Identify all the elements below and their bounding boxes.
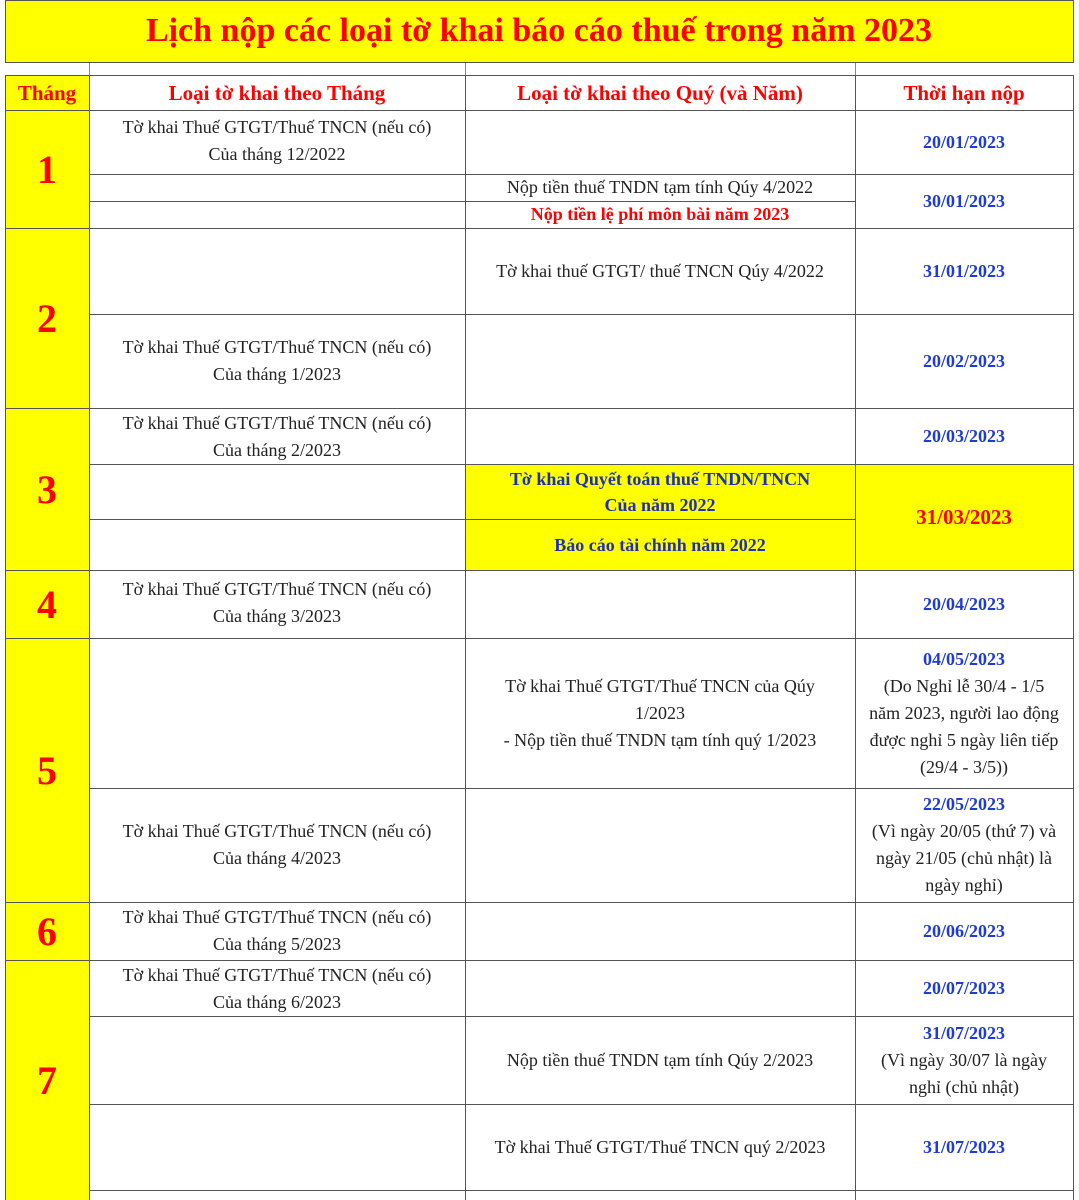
deadline-cell-r6: [855, 464, 1073, 570]
deadline-date: 04/05/2023: [922, 648, 1005, 669]
monthly-text: Tờ khai Thuế GTGT/Thuế TNCN (nếu có): [122, 907, 432, 927]
monthly-cell-r10: [89, 902, 465, 960]
deadline-cell-r13: [855, 1104, 1073, 1190]
deadline-date: 20/04/2023: [922, 593, 1005, 614]
deadline-note: (Vì ngày 30/07 là ngày: [881, 1049, 1047, 1070]
quarterly-text: Tờ khai Thuế GTGT/Thuế TNCN quý 2/2023: [494, 1136, 826, 1157]
grid-line: [5, 110, 1073, 111]
quarterly-cell-r12: [465, 1016, 855, 1104]
monthly-text: Tờ khai Thuế GTGT/Thuế TNCN (nếu có): [122, 965, 432, 985]
header-deadline-cell: [855, 76, 1073, 110]
quarterly-cell-r13: [465, 1104, 855, 1190]
grid-line: [89, 1104, 1073, 1105]
deadline-date: 20/01/2023: [922, 131, 1005, 152]
grid-line: [465, 75, 466, 1200]
quarterly-cell-r3: [465, 228, 855, 314]
quarterly-settlement-cell: [465, 464, 855, 519]
deadline-cell-r1: [855, 110, 1073, 174]
header-monthly: Loại tờ khai theo Tháng: [168, 80, 386, 105]
grid-line: [89, 314, 1073, 315]
deadline-date: 20/03/2023: [922, 425, 1005, 446]
deadline-date: 31/03/2023: [916, 504, 1012, 529]
deadline-cell-r8: [855, 638, 1073, 788]
grid-line: [89, 75, 90, 1200]
grid-line: [89, 788, 1073, 789]
grid-line: [89, 519, 855, 520]
grid-line: [855, 63, 856, 75]
grid-line: [5, 228, 1073, 229]
monthly-cell-r1: [89, 110, 465, 174]
deadline-date: 22/05/2023: [922, 794, 1005, 814]
monthly-cell-r7: [89, 570, 465, 638]
deadline-note: (29/4 - 3/5)): [920, 756, 1008, 777]
quarterly-cell-r2a: [465, 174, 855, 201]
deadline-cell-r7: [855, 570, 1073, 638]
deadline-note: (Vì ngày 20/05 (thứ 7) và: [871, 821, 1057, 841]
monthly-text: Của tháng 4/2023: [213, 848, 341, 868]
quarterly-text: Báo cáo tài chính năm 2022: [554, 534, 766, 555]
deadline-cell-r2: [855, 174, 1073, 228]
header-monthly-cell: [89, 76, 465, 110]
grid-line: [89, 1190, 1073, 1191]
deadline-date: 20/06/2023: [922, 920, 1005, 941]
monthly-cell-r4: [89, 314, 465, 408]
month-number: 2: [37, 295, 57, 341]
grid-line: [1073, 0, 1074, 63]
quarterly-text: Của năm 2022: [604, 494, 716, 515]
month-cell-4: [5, 570, 89, 638]
grid-line: [89, 174, 1073, 175]
quarterly-cell-r8: [465, 638, 855, 788]
title-bar: [5, 0, 1073, 62]
deadline-date: 31/07/2023: [922, 1022, 1005, 1043]
grid-line: [855, 75, 856, 1200]
financial-report-cell: [465, 519, 855, 570]
quarterly-text: Tờ khai Thuế GTGT/Thuế TNCN của Qúy: [505, 675, 815, 696]
monthly-text: Của tháng 2/2023: [213, 440, 341, 460]
monthly-text: Của tháng 3/2023: [213, 606, 341, 626]
header-quarterly-cell: [465, 76, 855, 110]
grid-line: [89, 1016, 1073, 1017]
monthly-text: Tờ khai Thuế GTGT/Thuế TNCN (nếu có): [122, 579, 432, 599]
month-number: 4: [37, 581, 57, 627]
grid-line: [1073, 75, 1074, 1200]
quarterly-text: Nộp tiền thuế TNDN tạm tính Qúy 4/2022: [506, 177, 814, 197]
monthly-text: Tờ khai Thuế GTGT/Thuế TNCN (nếu có): [122, 413, 432, 433]
quarterly-text: 1/2023: [634, 702, 685, 723]
monthly-cell-r9: [89, 788, 465, 902]
deadline-cell-r9: [855, 788, 1073, 902]
deadline-note: nghỉ (chủ nhật): [909, 1076, 1019, 1097]
grid-line: [89, 464, 1073, 465]
grid-line: [5, 75, 6, 1200]
quarterly-text: Tờ khai Quyết toán thuế TNDN/TNCN: [509, 468, 811, 489]
grid-line: [89, 63, 90, 75]
deadline-cell-r3: [855, 228, 1073, 314]
deadline-date: 31/01/2023: [922, 260, 1005, 281]
deadline-cell-r5: [855, 408, 1073, 464]
month-cell-3: [5, 408, 89, 570]
month-number: 5: [37, 747, 57, 793]
quarterly-cell-r2b: [465, 201, 855, 228]
monthly-text: Tờ khai Thuế GTGT/Thuế TNCN (nếu có): [122, 821, 432, 841]
quarterly-text: - Nộp tiền thuế TNDN tạm tính quý 1/2023: [503, 729, 817, 750]
deadline-cell-r4: [855, 314, 1073, 408]
grid-line: [89, 201, 855, 202]
deadline-note: (Do Nghỉ lễ 30/4 - 1/5: [883, 675, 1045, 696]
monthly-text: Của tháng 5/2023: [213, 934, 341, 954]
deadline-date: 30/01/2023: [922, 190, 1005, 211]
grid-line: [5, 570, 1073, 571]
month-number: 6: [37, 908, 57, 954]
deadline-note: ngày 21/05 (chủ nhật) là: [876, 848, 1052, 868]
header-month-cell: [5, 76, 89, 110]
deadline-cell-r11: [855, 960, 1073, 1016]
month-cell-5: [5, 638, 89, 902]
monthly-text: Tờ khai Thuế GTGT/Thuế TNCN (nếu có): [122, 337, 432, 357]
month-number: 3: [37, 466, 57, 512]
grid-line: [5, 75, 1073, 76]
grid-line: [465, 63, 466, 75]
grid-line: [5, 902, 1073, 903]
grid-line: [5, 638, 1073, 639]
quarterly-text: Nộp tiền lệ phí môn bài năm 2023: [530, 204, 790, 224]
quarterly-text: Nộp tiền thuế TNDN tạm tính Qúy 2/2023: [506, 1049, 814, 1070]
month-cell-2: [5, 228, 89, 408]
page-title: Lịch nộp các loại tờ khai báo cáo thuế trong năm 2023: [145, 12, 933, 49]
month-number: 1: [37, 146, 57, 192]
header-quarterly: Loại tờ khai theo Quý (và Năm): [517, 80, 803, 105]
grid-line: [5, 408, 1073, 409]
deadline-note: ngày nghỉ): [925, 875, 1003, 895]
header-deadline: Thời hạn nộp: [903, 80, 1025, 105]
monthly-text: Của tháng 1/2023: [213, 364, 341, 384]
grid-line: [5, 0, 6, 63]
month-cell-7: [5, 960, 89, 1200]
quarterly-text: Tờ khai thuế GTGT/ thuế TNCN Qúy 4/2022: [496, 260, 824, 281]
monthly-cell-r5: [89, 408, 465, 464]
deadline-note: năm 2023, người lao động: [869, 702, 1059, 723]
grid-line: [5, 960, 1073, 961]
grid-line: [5, 0, 1073, 1]
grid-line: [5, 62, 1073, 63]
header-month: Tháng: [17, 80, 77, 105]
deadline-date: 20/07/2023: [922, 977, 1005, 998]
deadline-date: 31/07/2023: [922, 1136, 1005, 1157]
deadline-date: 20/02/2023: [922, 350, 1005, 371]
deadline-cell-r12: [855, 1016, 1073, 1104]
deadline-note: được nghỉ 5 ngày liên tiếp: [869, 729, 1059, 750]
deadline-cell-r10: [855, 902, 1073, 960]
month-cell-1: [5, 110, 89, 228]
monthly-cell-r11: [89, 960, 465, 1016]
month-number: 7: [37, 1057, 57, 1103]
monthly-text: Của tháng 6/2023: [213, 992, 341, 1012]
month-cell-6: [5, 902, 89, 960]
monthly-text: Của tháng 12/2022: [208, 144, 346, 164]
monthly-text: Tờ khai Thuế GTGT/Thuế TNCN (nếu có): [122, 117, 432, 137]
